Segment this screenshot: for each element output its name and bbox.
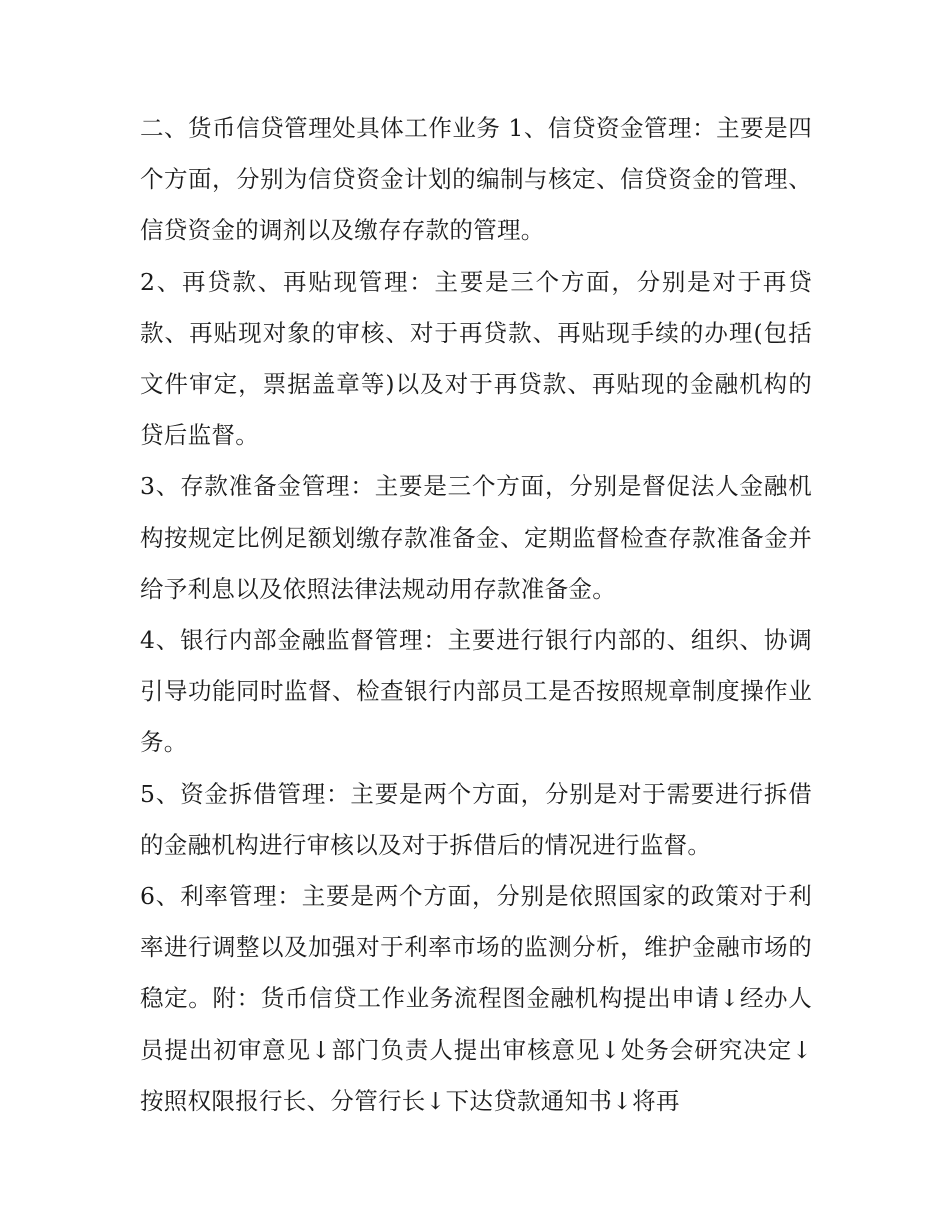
paragraph-item-6: 6、利率管理：主要是两个方面，分别是依照国家的政策对于利率进行调整以及加强对于利率市场的监测分析，维护金融市场的稳定。附：货币信贷工作业务流程图金融机构提出申请↓经办人员提出初审意见↓部门负责人提出审核意见↓处务会研究决定↓按照权限报行长、分管行长↓下达贷款通知书↓将再 — [140, 882, 812, 1115]
paragraph-item-2: 2、再贷款、再贴现管理：主要是三个方面，分别是对于再贷款、再贴现对象的审核、对于再贷款、再贴现手续的办理(包括文件审定，票据盖章等)以及对于再贷款、再贴现的金融机构的贷后监督。 — [140, 267, 812, 450]
paragraph-item-4: 4、银行内部金融监督管理：主要进行银行内部的、组织、协调引导功能同时监督、检查银行内部员工是否按照规章制度操作业务。 — [140, 626, 812, 757]
document-body — [140, 103, 812, 1127]
paragraph-item-5: 5、资金拆借管理：主要是两个方面，分别是对于需要进行拆借的金融机构进行审核以及对于拆借后的情况进行监督。 — [140, 779, 812, 859]
paragraph-item-3: 3、存款准备金管理：主要是三个方面，分别是督促法人金融机构按规定比例足额划缴存款准备金、定期监督检查存款准备金并给予利息以及依照法律法规动用存款准备金。 — [140, 472, 812, 603]
paragraph-section-2-item-1: 二、货币信贷管理处具体工作业务 1、信贷资金管理：主要是四个方面，分别为信贷资金计划的编制与核定、信贷资金的管理、信贷资金的调剂以及缴存存款的管理。 — [140, 114, 812, 245]
